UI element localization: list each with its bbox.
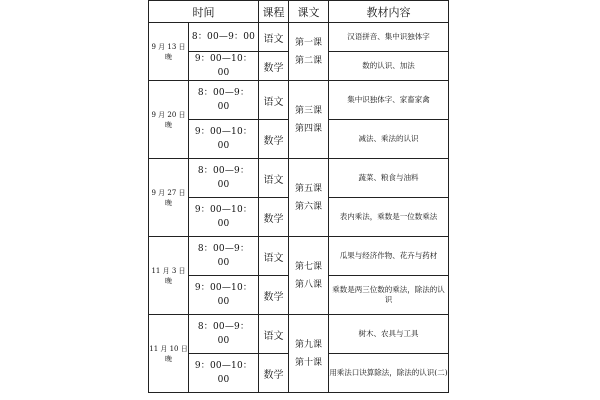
lesson-label: 第三课 <box>294 105 322 116</box>
lesson-label: 第九课 <box>294 339 322 350</box>
time-cell <box>189 120 259 159</box>
time-line: 9：00—10： <box>194 205 253 215</box>
content-cell: 汉语拼音、集中识独体字 <box>329 23 449 52</box>
content-cell: 数的认识、加法 <box>329 52 449 81</box>
table-row <box>149 81 449 120</box>
time-line: 00 <box>217 102 230 112</box>
time-cell <box>189 315 259 354</box>
date-cell: 9 月 20 日晚 <box>149 81 189 159</box>
lesson-label: 第八课 <box>294 279 322 290</box>
subject-cell: 语文 <box>259 81 289 120</box>
date-cell: 9 月 27 日晚 <box>149 159 189 237</box>
lesson-label: 第四课 <box>294 123 322 134</box>
content-cell: 用乘法口诀算除法，除法的认识(二) <box>329 354 449 393</box>
lesson-label: 第二课 <box>294 55 322 66</box>
time-line: 00 <box>217 336 230 346</box>
table-row <box>149 237 449 276</box>
lesson-cell <box>289 315 329 393</box>
time-cell <box>189 237 259 276</box>
time-line: 8：00—9： <box>197 322 250 332</box>
subject-cell: 数学 <box>259 354 289 393</box>
lesson-cell <box>289 23 329 81</box>
header-content: 教材内容 <box>329 1 449 23</box>
time-cell: 8：00—9：00 <box>189 23 259 52</box>
date-cell <box>149 315 189 393</box>
time-line: 00 <box>217 375 230 385</box>
header-course: 课程 <box>259 1 289 23</box>
header-row <box>149 1 449 23</box>
date-line: 晚 <box>165 354 172 363</box>
content-cell: 表内乘法，乘数是一位数乘法 <box>329 198 449 237</box>
subject-cell: 语文 <box>259 315 289 354</box>
time-cell <box>189 354 259 393</box>
subject-cell: 数学 <box>259 198 289 237</box>
content-cell: 瓜果与经济作物、花卉与药材 <box>329 237 449 276</box>
time-cell <box>189 159 259 198</box>
subject-cell: 数学 <box>259 120 289 159</box>
time-cell <box>189 81 259 120</box>
schedule-table <box>148 0 449 393</box>
header-time: 时间 <box>149 1 259 23</box>
time-cell <box>189 276 259 315</box>
time-line: 8：00—9： <box>197 88 250 98</box>
time-line: 9：00—10： <box>194 127 253 137</box>
time-line: 00 <box>217 297 230 307</box>
time-line: 00 <box>217 219 230 229</box>
lesson-cell <box>289 159 329 237</box>
time-line: 8：00—9： <box>197 244 250 254</box>
content-cell: 乘数是两三位数的乘法，除法的认识 <box>329 276 449 315</box>
date-line: 11 月 10 日 <box>149 344 188 353</box>
time-cell <box>189 198 259 237</box>
lesson-label: 第一课 <box>294 37 322 48</box>
lesson-label: 第七课 <box>294 261 322 272</box>
subject-cell: 语文 <box>259 237 289 276</box>
lesson-label: 第六课 <box>294 201 322 212</box>
table-row <box>149 23 449 52</box>
lesson-label: 第五课 <box>294 183 322 194</box>
subject-cell: 数学 <box>259 276 289 315</box>
lesson-label: 第十课 <box>294 357 322 368</box>
date-cell: 9 月 13 日晚 <box>149 23 189 81</box>
time-line: 00 <box>217 141 230 151</box>
lesson-cell <box>289 81 329 159</box>
subject-cell: 语文 <box>259 159 289 198</box>
time-line: 8：00—9： <box>197 166 250 176</box>
content-cell: 树木、农具与工具 <box>329 315 449 354</box>
table-row <box>149 315 449 354</box>
content-cell: 减法、乘法的认识 <box>329 120 449 159</box>
subject-cell: 语文 <box>259 23 289 52</box>
content-cell: 集中识独体字、家畜家禽 <box>329 81 449 120</box>
time-cell: 9：00—10：00 <box>189 52 259 81</box>
header-lesson: 课文 <box>289 1 329 23</box>
time-line: 00 <box>217 180 230 190</box>
lesson-cell <box>289 237 329 315</box>
time-line: 9：00—10： <box>194 283 253 293</box>
date-cell: 11 月 3 日晚 <box>149 237 189 315</box>
content-cell: 蔬菜、粮食与油料 <box>329 159 449 198</box>
table-row <box>149 159 449 198</box>
time-line: 9：00—10： <box>194 361 253 371</box>
time-line: 00 <box>217 258 230 268</box>
subject-cell: 数学 <box>259 52 289 81</box>
